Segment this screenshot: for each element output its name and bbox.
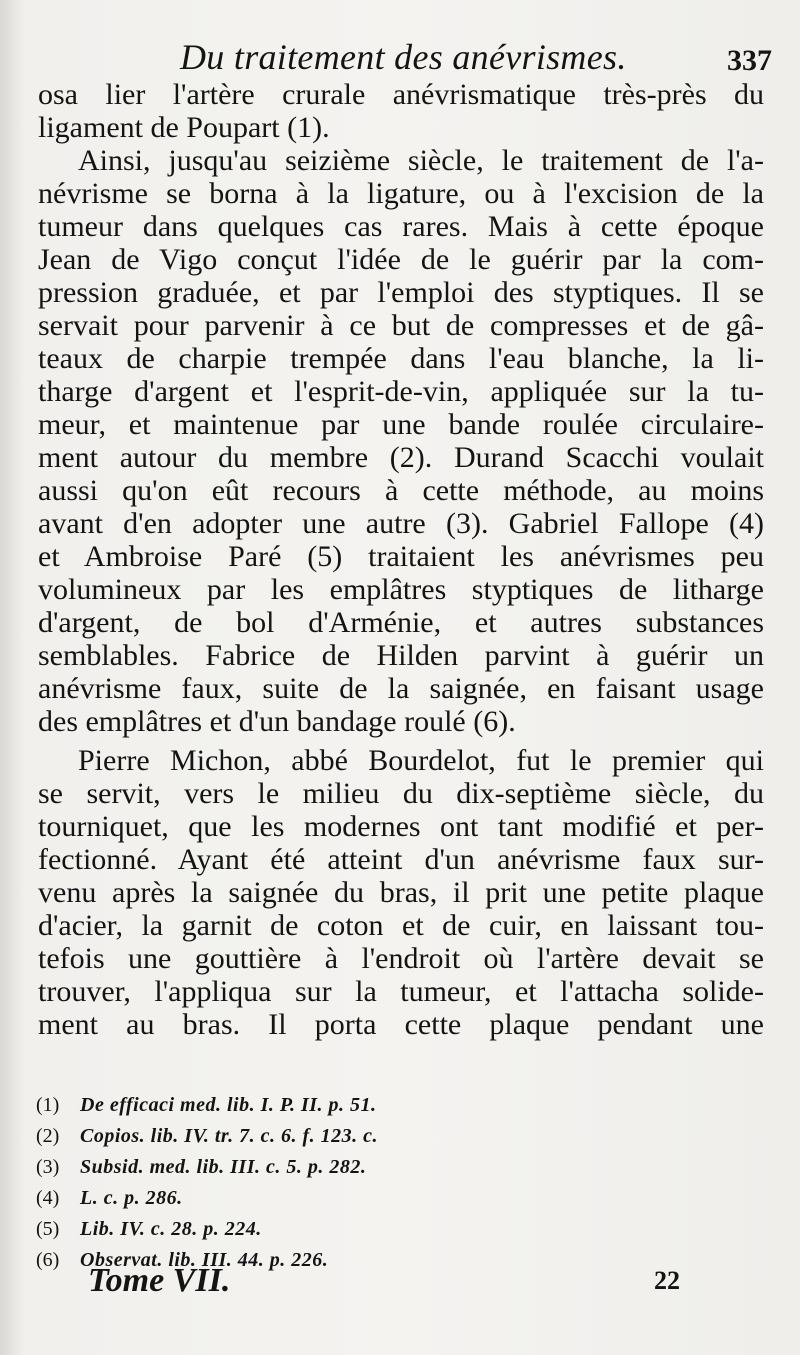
text-line: névrisme se borna à la ligature, ou à l'excision de la — [38, 177, 764, 210]
text-line: semblables. Fabrice de Hilden parvint à guérir un — [38, 639, 764, 672]
text-line: tharge d'argent et l'esprit-de-vin, appliquée sur la tu- — [38, 375, 764, 408]
text-line: Jean de Vigo conçut l'idée de le guérir par la com- — [38, 243, 764, 276]
text-line: d'acier, la garnit de coton et de cuir, en laissant tou- — [38, 909, 764, 942]
text-line: tefois une gouttière à l'endroit où l'artère devait se — [38, 942, 764, 975]
text-line: Pierre Michon, abbé Bourdelot, fut le premier qui — [78, 744, 764, 777]
gathering-number: 22 — [654, 1266, 680, 1295]
volume-signature: Tome VII. — [88, 1262, 231, 1299]
footnote — [36, 1152, 756, 1183]
text-line: tourniquet, que les modernes ont tant modifié et per- — [38, 810, 764, 843]
footnote-number: (4) — [36, 1187, 60, 1209]
footnote-reference: De efficaci med. lib. I. P. II. p. 51. — [80, 1094, 377, 1116]
page-footer — [88, 1262, 680, 1312]
text-line: tumeur dans quelques cas rares. Mais à cette époque — [38, 210, 764, 243]
text-line: avant d'en adopter une autre (3). Gabriel Fallope (4) — [38, 507, 764, 540]
page-number: 337 — [727, 44, 772, 77]
text-line: ment autour du membre (2). Durand Scacchi voulait — [38, 441, 764, 474]
text-line: Ainsi, jusqu'au seizième siècle, le traitement de l'a- — [78, 144, 764, 177]
body-text — [38, 78, 764, 1041]
text-line: venu après la saignée du bras, il prit une petite plaque — [38, 876, 764, 909]
text-line: osa lier l'artère crurale anévrismatique très-près du — [38, 78, 764, 111]
footnote-number: (2) — [36, 1125, 60, 1147]
footnote-number: (6) — [36, 1249, 60, 1271]
text-line: ment au bras. Il porta cette plaque pendant une — [38, 1008, 764, 1041]
footnote-number: (1) — [36, 1094, 60, 1116]
footnote — [36, 1121, 756, 1152]
text-line: pression graduée, et par l'emploi des styptiques. Il se — [38, 276, 764, 309]
text-line: aussi qu'on eût recours à cette méthode, au moins — [38, 474, 764, 507]
text-line: des emplâtres et d'un bandage roulé (6). — [38, 705, 516, 738]
footnote-number: (5) — [36, 1218, 60, 1240]
footnote-number: (3) — [36, 1156, 60, 1178]
footnote-reference: Lib. IV. c. 28. p. 224. — [80, 1218, 262, 1240]
footnotes — [36, 1090, 756, 1276]
footnote-reference: Copios. lib. IV. tr. 7. c. 6. f. 123. c. — [80, 1125, 378, 1147]
text-line: servait pour parvenir à ce but de compresses et de gâ- — [38, 309, 764, 342]
text-line: ligament de Poupart (1). — [38, 111, 330, 144]
text-line: fectionné. Ayant été atteint d'un anévrisme faux sur- — [38, 843, 764, 876]
footnote — [36, 1214, 756, 1245]
text-line: meur, et maintenue par une bande roulée circulaire- — [38, 408, 764, 441]
text-line: volumineux par les emplâtres styptiques de litharge — [38, 573, 764, 606]
text-line: teaux de charpie trempée dans l'eau blanche, la li- — [38, 342, 764, 375]
text-line: d'argent, de bol d'Arménie, et autres substances — [38, 606, 764, 639]
footnote-reference: Observat. lib. III. 44. p. 226. — [80, 1249, 329, 1271]
page-header — [40, 36, 772, 84]
running-title: Du traitement des anévrismes. — [180, 37, 627, 77]
footnote-reference: L. c. p. 286. — [80, 1187, 183, 1209]
text-line: trouver, l'appliqua sur la tumeur, et l'attacha solide- — [38, 975, 764, 1008]
text-line: anévrisme faux, suite de la saignée, en faisant usage — [38, 672, 764, 705]
footnote — [36, 1090, 756, 1121]
footnote — [36, 1183, 756, 1214]
footnote-reference: Subsid. med. lib. III. c. 5. p. 282. — [80, 1156, 367, 1178]
text-line: se servit, vers le milieu du dix-septième siècle, du — [38, 777, 764, 810]
text-line: et Ambroise Paré (5) traitaient les anévrismes peu — [38, 540, 764, 573]
